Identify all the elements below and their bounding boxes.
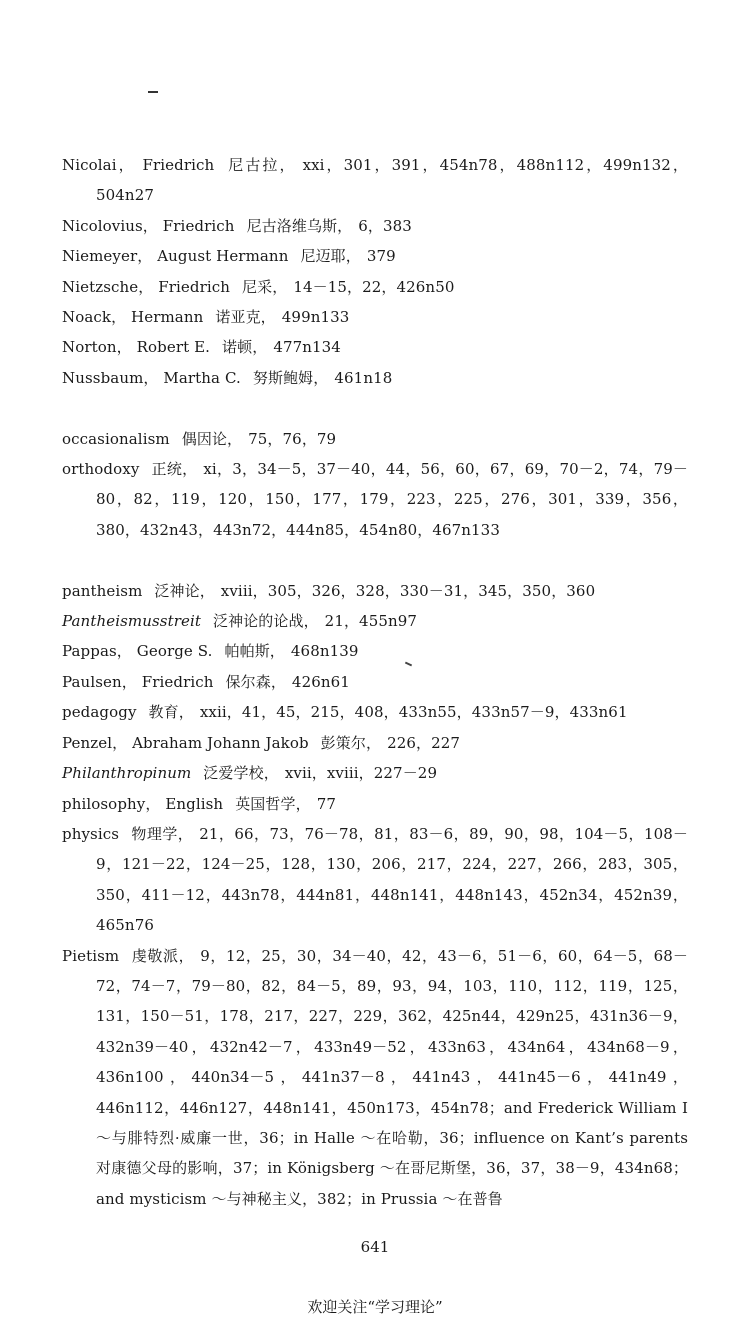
entry-term: Niemeyer， August Hermann <box>62 247 289 266</box>
entry-refs: 14－15，22，426n50 <box>293 277 455 296</box>
entry-term: Philanthropinum <box>62 764 192 783</box>
entry-term: Norton， Robert E. <box>62 338 211 357</box>
entry-refs: 75，76，79 <box>248 429 337 448</box>
index-entry <box>62 576 688 606</box>
index-entry <box>62 819 688 941</box>
index-entry <box>62 606 688 636</box>
entry-chinese: 诺顿， <box>222 338 268 357</box>
entry-refs: 426n61 <box>291 672 350 691</box>
index-entry <box>62 332 688 362</box>
entry-chinese: 帕帕斯， <box>224 642 285 661</box>
entry-chinese: 英国哲学， <box>235 794 311 813</box>
entry-term: physics <box>62 824 120 843</box>
entry-chinese: 诺亚克， <box>215 308 276 327</box>
entry-term: Nussbaum， Martha C. <box>62 368 241 387</box>
entry-refs: 6，383 <box>358 216 412 235</box>
entry-term: orthodoxy <box>62 460 140 479</box>
section-gap <box>62 545 688 575</box>
index-entry <box>62 728 688 758</box>
entry-chinese: 物理学， <box>131 824 194 843</box>
scan-mark <box>148 91 158 93</box>
index-entry <box>62 667 688 697</box>
entry-refs: xvii，xviii，227－29 <box>284 764 438 783</box>
index-entry <box>62 302 688 332</box>
entry-chinese: 虔敬派， <box>131 946 195 965</box>
entry-refs: xviii，305，326，328，330－31，345，350，360 <box>220 581 596 600</box>
index-entry <box>62 272 688 302</box>
entry-term: Pappas， George S. <box>62 642 213 661</box>
entry-refs: 77 <box>316 794 336 813</box>
entry-term: philosophy， English <box>62 794 224 813</box>
entry-refs: xi，3，34－5，37－40，44，56，60，67，69，70－2，74，79－80，82，119，120，150，177，179，223，225，276，301，339，356，380，432n43，443n72，444n85，454n80，467n133 <box>96 460 689 539</box>
index-entry <box>62 363 688 393</box>
entry-term: Nicolai， Friedrich <box>62 156 215 174</box>
index-entry <box>62 454 688 545</box>
entry-chinese: 保尔森， <box>225 672 286 691</box>
index-entry <box>62 211 688 241</box>
entry-chinese: 尼采， <box>242 277 288 296</box>
index-entry <box>62 789 688 819</box>
index-entry <box>62 758 688 788</box>
entry-chinese: 偶因论， <box>181 429 243 448</box>
entry-term: pantheism <box>62 581 143 600</box>
entry-term: Nietzsche， Friedrich <box>62 277 231 296</box>
entry-chinese: 泛爱学校， <box>203 764 279 783</box>
entry-term: pedagogy <box>62 703 137 722</box>
entry-refs: 21，66，73，76－78，81，83－6，89，90，98，104－5，108－9，121－22，124－25，128，130，206，217，224，227，266，283，305，350，411－12，443n78，444n81，448n141，448n143，452n34，452n39，465n76 <box>96 824 688 935</box>
entry-term: Pietism <box>62 946 120 965</box>
entry-refs: xxii，41，45，215，408，433n55，433n57－9，433n61 <box>199 703 628 722</box>
entry-term: Paulsen， Friedrich <box>62 672 214 691</box>
entry-term: Nicolovius， Friedrich <box>62 216 235 235</box>
index-entry <box>62 424 688 454</box>
entry-chinese: 教育， <box>148 703 194 722</box>
entry-chinese: 泛神论， <box>154 581 215 600</box>
entry-refs: 379 <box>366 247 396 266</box>
entry-refs: 468n139 <box>290 642 359 661</box>
entry-chinese: 努斯鲍姆， <box>252 368 329 387</box>
index-entry <box>62 150 688 211</box>
section-gap <box>62 393 688 423</box>
entry-term: Pantheismusstreit <box>62 612 201 631</box>
index-entry <box>62 636 688 666</box>
page-number: 641 <box>360 1238 390 1256</box>
index-entry <box>62 241 688 271</box>
entry-chinese: 正统， <box>151 460 198 479</box>
entry-refs: 226，227 <box>387 733 461 752</box>
entry-refs: 499n133 <box>281 308 350 327</box>
entry-term: occasionalism <box>62 429 170 448</box>
entry-term: Noack， Hermann <box>62 308 204 327</box>
index-entry <box>62 697 688 727</box>
index-entry <box>62 941 688 1215</box>
entry-term: Penzel， Abraham Johann Jakob <box>62 733 309 752</box>
entry-refs: 477n134 <box>273 338 341 357</box>
entry-chinese: 尼迈耶， <box>300 247 361 266</box>
footer-note: 欢迎关注“学习理论” <box>307 1298 443 1316</box>
index-list <box>62 150 688 1214</box>
entry-chinese: 泛神论的论战， <box>212 612 319 631</box>
entry-refs: 461n18 <box>334 368 393 387</box>
entry-refs: 21，455n97 <box>324 612 418 631</box>
entry-chinese: 尼古洛维乌斯， <box>246 216 353 235</box>
entry-chinese: 尼古拉， <box>226 156 297 174</box>
entry-chinese: 彭策尔， <box>320 733 382 752</box>
entry-refs: xxi，301，391，454n78，488n112，499n132，504n27 <box>96 156 688 205</box>
entry-refs: 9，12，25，30，34－40，42，43－6，51－6，60，64－5，68－72，74－7，79－80，82，84－5，89，93，94，103，110，112，119，125，131，150－51，178，217，227，229，362，425n44，429n25，431n36－9，432n39－40，432n42－7，433n49－52，433n63，434n64，434n68－9，436n100，440n34－5，441n37－8，441n43，441n45－6，441n49，446n112，446n127，448n141，450n173，454n78；and Frederick William I ～与腓特烈·威廉一世，36；in Halle ～在哈勒，36；influence on Kant’s parents 对康德父母的影响，37；in Königsberg ～在哥尼斯堡，36，37，38－9，434n68；and mysticism ～与神秘主义，382；in Prussia ～在普鲁 <box>96 946 688 1208</box>
